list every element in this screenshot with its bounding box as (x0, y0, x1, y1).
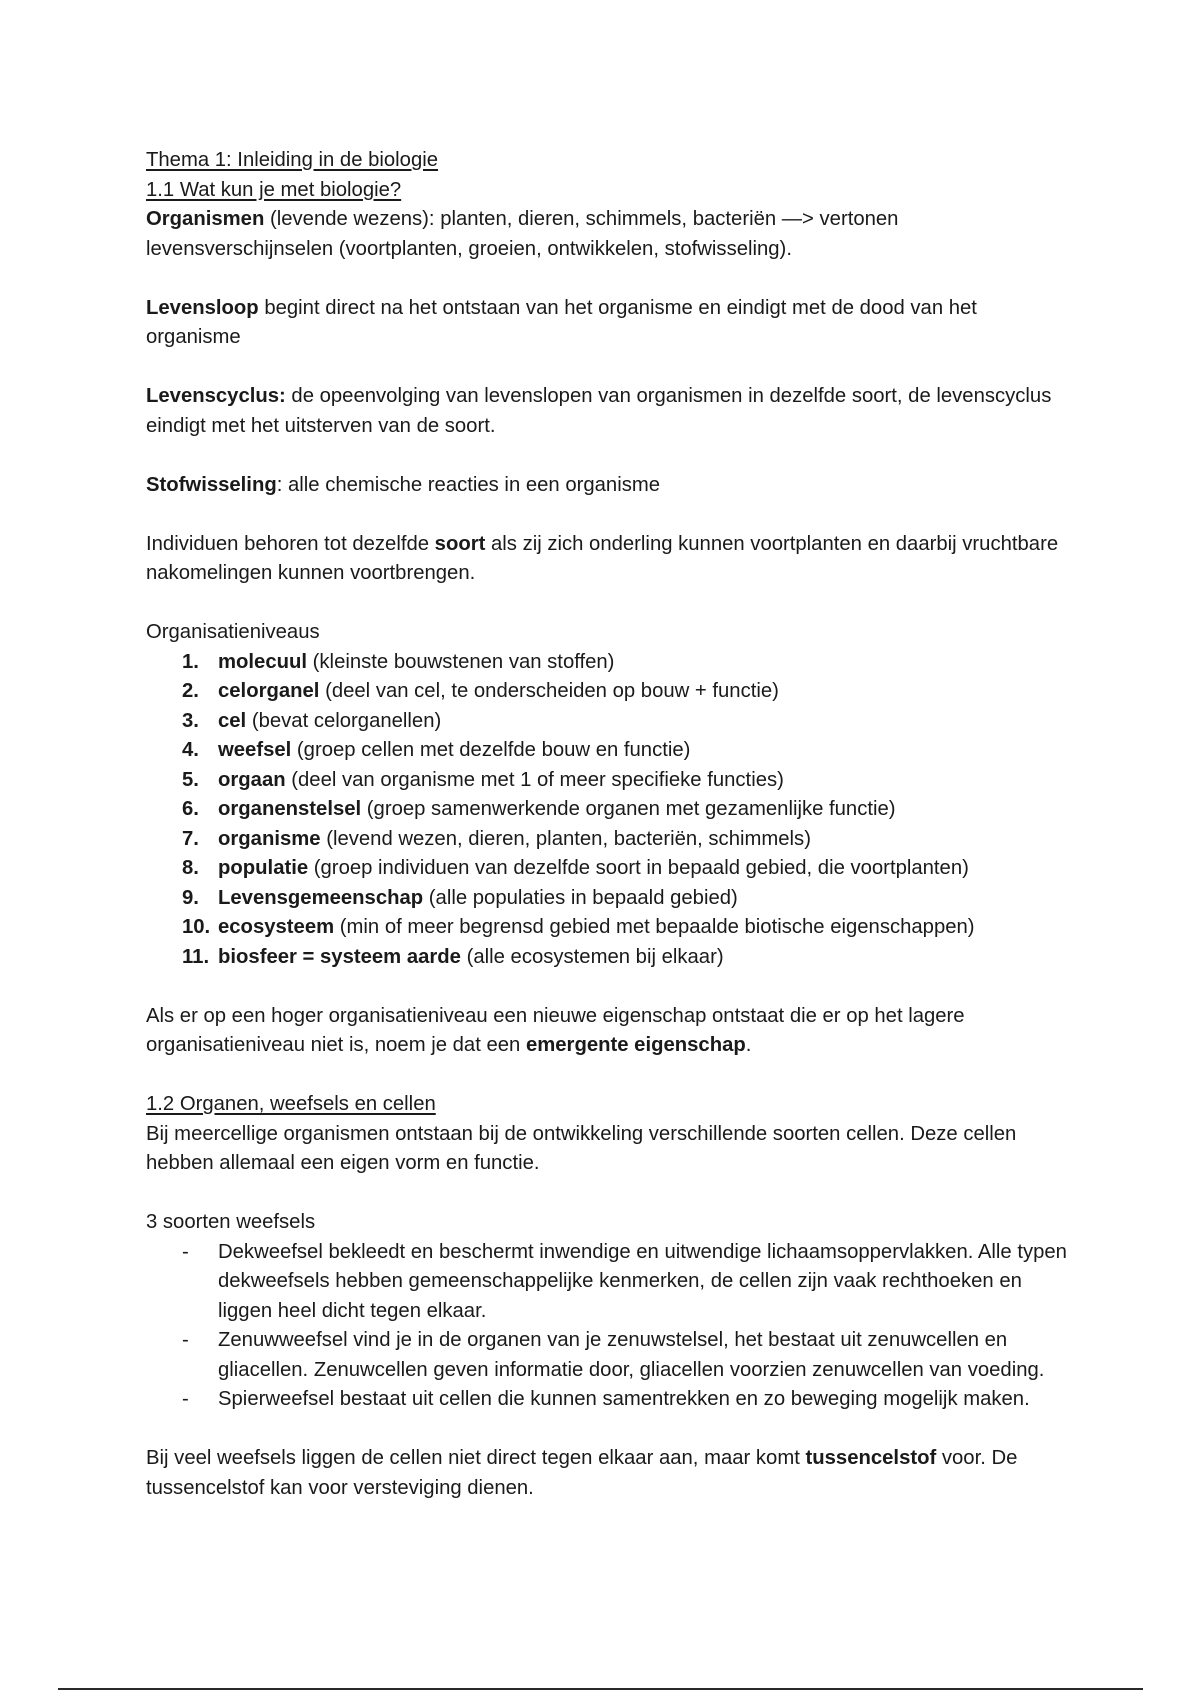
list-item: 2. celorganel (deel van cel, te onderscheiden op bouw + functie) (182, 680, 779, 702)
term-levenscyclus: Levenscyclus: (146, 385, 286, 407)
footer-divider (58, 1688, 1143, 1690)
paragraph-tussencelstof: Bij veel weefsels liggen de cellen niet direct tegen elkaar aan, maar komt tussencelstof voor. De tussencelstof kan voor versteviging dienen. (146, 1447, 1018, 1499)
list-item: - Zenuwweefsel vind je in de organen van je zenuwstelsel, het bestaat uit zenuwcellen en gliacellen. Zenuwcellen geven informatie door, gliacellen voorzien zenuwcellen van voeding. (182, 1329, 1045, 1381)
paragraph-meercellig: Bij meercellige organismen ontstaan bij de ontwikkeling verschillende soorten cellen. Deze cellen hebben allemaal een eigen vorm en functie. (146, 1122, 1017, 1174)
term-emergente-eigenschap: emergente eigenschap (525, 1034, 746, 1056)
paragraph-stofwisseling: Stofwisseling: alle chemische reacties in een organisme (146, 473, 661, 496)
paragraph-organismen: Organismen (levende wezens): planten, dieren, schimmels, bacteriën —> vertonen levensverschijnselen (voortplanten, groeien, ontwikkelen, stofwisseling). (146, 208, 899, 260)
list-item: 8. populatie (groep individuen van dezelfde soort in bepaald gebied, die voortplanten) (182, 857, 969, 879)
list-item: 1. molecuul (kleinste bouwstenen van stoffen) (182, 650, 615, 673)
organisatieniveaus-title: Organisatieniveaus (146, 621, 320, 643)
theme-heading: Thema 1: Inleiding in de biologie (146, 149, 439, 171)
term-organismen: Organismen (146, 208, 265, 230)
section-heading-1-2: 1.2 Organen, weefsels en cellen (146, 1093, 436, 1115)
list-item: 4. weefsel (groep cellen met dezelfde bouw en functie) (182, 739, 691, 761)
list-item: 9. Levensgemeenschap (alle populaties in bepaald gebied) (182, 886, 738, 909)
list-item: - Spierweefsel bestaat uit cellen die kunnen samentrekken en zo beweging mogelijk maken. (182, 1388, 1030, 1410)
document-page (146, 146, 1076, 1503)
section-heading-1-1: 1.1 Wat kun je met biologie? (146, 178, 402, 201)
term-soort: soort (434, 532, 486, 555)
term-levensloop: Levensloop (146, 296, 259, 319)
paragraph-levensloop: Levensloop begint direct na het ontstaan van het organisme en eindigt met de dood van het organisme (146, 296, 977, 348)
list-item: 3. cel (bevat celorganellen) (182, 709, 442, 732)
list-item: 6. organenstelsel (groep samenwerkende organen met gezamenlijke functie) (182, 798, 896, 820)
list-item: - Dekweefsel bekleedt en beschermt inwendige en uitwendige lichaamsoppervlakken. Alle typen dekweefsels hebben gemeenschappelijke kenmerken, de cellen zijn vaak rechthoeken en liggen heel dicht tegen elkaar. (182, 1240, 1067, 1322)
weefsels-title: 3 soorten weefsels (146, 1211, 316, 1233)
organisatieniveaus-list (146, 648, 1076, 973)
term-tussencelstof: tussencelstof (805, 1447, 937, 1469)
paragraph-soort: Individuen behoren tot dezelfde soort als zij zich onderling kunnen voortplanten en daarbij vruchtbare nakomelingen kunnen voortbrengen. (146, 532, 1059, 584)
term-stofwisseling: Stofwisseling (146, 473, 277, 496)
paragraph-levenscyclus: Levenscyclus: de opeenvolging van levenslopen van organismen in dezelfde soort, de levenscyclus eindigt met het uitsterven van de soort. (146, 385, 1052, 437)
list-item: 11. biosfeer = systeem aarde (alle ecosystemen bij elkaar) (182, 945, 724, 968)
list-item: 7. organisme (levend wezen, dieren, planten, bacteriën, schimmels) (182, 827, 811, 850)
paragraph-emergent: Als er op een hoger organisatieniveau een nieuwe eigenschap ontstaat die er op het lagere organisatieniveau niet is, noem je dat een emergente eigenschap. (146, 1004, 965, 1056)
list-item: 5. orgaan (deel van organisme met 1 of meer specifieke functies) (182, 768, 784, 791)
list-item: 10. ecosysteem (min of meer begrensd gebied met bepaalde biotische eigenschappen) (182, 916, 975, 938)
weefsels-list (146, 1238, 1076, 1415)
